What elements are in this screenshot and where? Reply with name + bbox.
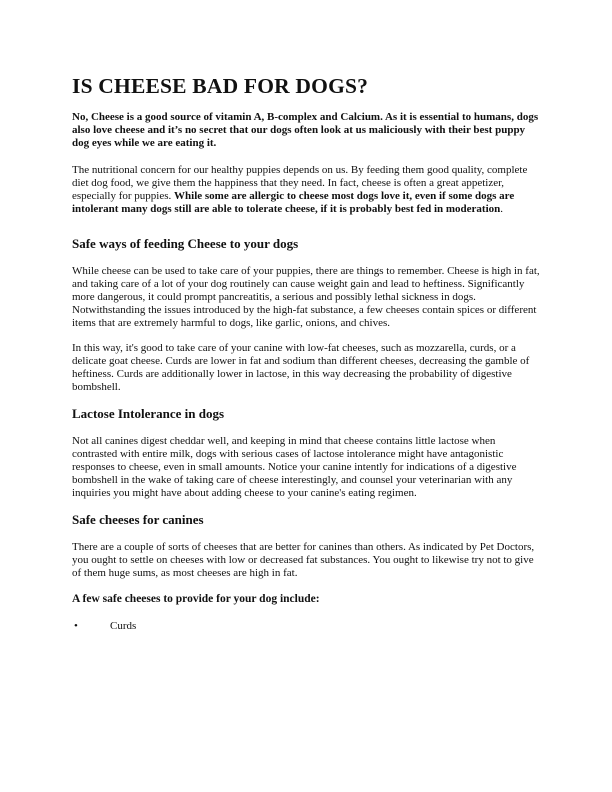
section-paragraph: While cheese can be used to take care of your puppies, there are things to remember. Cheese is high in fat, and taking care of a lot of your dog routinely can cause weight gain and lead to heftiness. Significantly more dangerous, it could prompt pancreatitis, a serious and possibly lethal sickness in dogs. Notwithstanding the issues introduced by the high-fat substance, a few cheeses contain spices or different items that are extremely harmful to dogs, like garlic, onions, and chives.	[72, 264, 540, 329]
section-paragraph: There are a couple of sorts of cheeses that are better for canines than others. As indicated by Pet Doctors, you ought to settle on cheeses with low or decreased fat substances. You ought to likewise try not to give of them huge sums, as most cheeses are high in fat.	[72, 540, 535, 579]
section-heading: Safe ways of feeding Cheese to your dogs	[72, 235, 299, 251]
safe-cheese-list	[72, 620, 540, 633]
list-heading: A few safe cheeses to provide for your dog include:	[72, 592, 320, 605]
bullet-icon: •	[74, 619, 78, 632]
nutrition-paragraph-text: The nutritional concern for our healthy puppies depends on us. By feeding them good quality, complete diet dog food, we give them the happiness that they need. In fact, cheese is often a great appetizer, especially for puppies.	[72, 163, 528, 202]
nutrition-paragraph-end: .	[500, 202, 504, 215]
section-heading: Lactose Intolerance in dogs	[72, 405, 225, 421]
section-heading: Safe cheeses for canines	[72, 511, 204, 527]
intro-paragraph: No, Cheese is a good source of vitamin A, B-complex and Calcium. As it is essential to humans, dogs also love cheese and it’s no secret that our dogs often look at us maliciously with their best puppy dog eyes while we are eating it.	[72, 110, 539, 149]
document-content	[72, 74, 540, 633]
nutrition-paragraph	[72, 164, 540, 216]
section-paragraph: Not all canines digest cheddar well, and keeping in mind that cheese contains little lactose when contrasted with entire milk, dogs with serious cases of lactose intolerance might have antagonistic responses to cheese, even in small amounts. Notice your canine intently for indications of a digestive bombshell in the wake of taking care of cheese interestingly, and counsel your veterinarian with any inquiries you might have about adding cheese to your canine's eating regimen.	[72, 434, 517, 499]
list-item	[72, 620, 540, 633]
section-paragraph: In this way, it's good to take care of your canine with low-fat cheeses, such as mozzarella, curds, or a delicate goat cheese. Curds are lower in fat and sodium than different cheeses, decreasing the gamble of heftiness. Curds are additionally lower in lactose, in this way decreasing the probability of digestive bombshell.	[72, 341, 530, 393]
nutrition-paragraph-bold: While some are allergic to cheese most dogs love it, even if some dogs are intolerant many dogs still are able to tolerate cheese, if it is probably best fed in moderation	[72, 189, 515, 215]
list-item-text: Curds	[110, 619, 137, 632]
page-title: IS CHEESE BAD FOR DOGS?	[72, 74, 369, 98]
